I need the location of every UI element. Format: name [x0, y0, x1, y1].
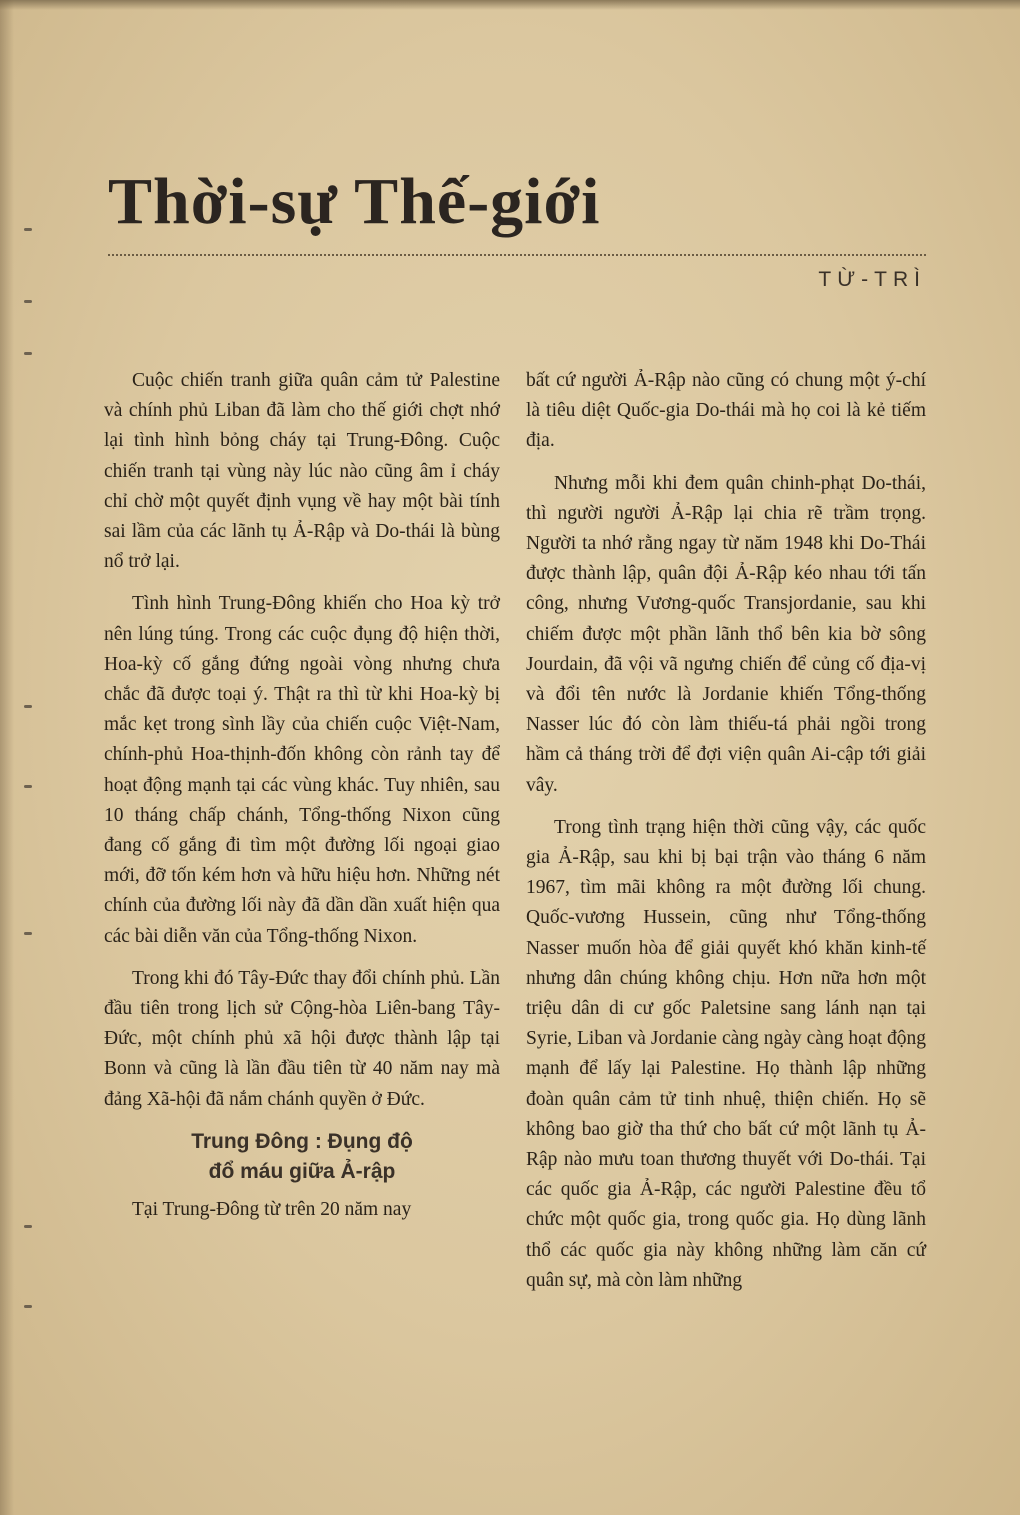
section-heading-line: Trung Đông : Đụng độ — [191, 1129, 413, 1153]
margin-mark — [24, 705, 32, 708]
margin-mark — [24, 1305, 32, 1308]
page-top-edge-shadow — [0, 0, 1020, 10]
paragraph: Tình hình Trung-Đông khiến cho Hoa kỳ trở nên lúng túng. Trong các cuộc đụng độ hiện thời, Hoa-kỳ cố gắng đứng ngoài vòng nhưng chưa chắc đã được toại ý. Thật ra thì từ khi Hoa-kỳ bị mắc kẹt trong sình lầy của chiến cuộc Việt-Nam, chính-phủ Hoa-thịnh-đốn không còn rảnh tay để hoạt động mạnh tại các vùng khác. Tuy nhiên, sau 10 tháng chấp chánh, Tổng-thống Nixon cũng đang cố gắng đi tìm một đường lối ngoại giao mới, đỡ tốn kém hơn và hữu hiệu hơn. Những nét chính của đường lối này đã dần dần xuất hiện qua các bài diễn văn của Tổng-thống Nixon. — [104, 593, 500, 947]
paragraph: Cuộc chiến tranh giữa quân cảm tử Palestine và chính phủ Liban đã làm cho thế giới chợt nhớ lại tình hình bỏng cháy tại Trung-Đông. Cuộc chiến tranh tại vùng này lúc nào cũng âm ỉ cháy chỉ chờ một quyết định vụng về hay một bài tính sai lầm của các lãnh tụ Ả-Rập và Do-thái là bùng nổ trở lại. — [104, 370, 500, 573]
margin-mark — [24, 1225, 32, 1228]
paragraph: bất cứ người Ả-Rập nào cũng có chung một ý-chí là tiêu diệt Quốc-gia Do-thái mà họ coi là kẻ tiếm địa. — [526, 370, 926, 452]
left-column — [104, 366, 500, 1237]
paragraph: Tại Trung-Đông từ trên 20 năm nay — [132, 1198, 412, 1220]
section-heading — [104, 1127, 500, 1187]
right-column — [526, 366, 926, 1308]
paragraph: Trong tình trạng hiện thời cũng vậy, các quốc gia Ả-Rập, sau khi bị bại trận vào tháng 6 năm 1967, tìm mãi không ra một đường lối chung. Quốc-vương Hussein, cũng như Tổng-thống Nasser muốn hòa để giải quyết khó khăn kinh-tế nhưng dân chúng không chịu. Hơn nữa hơn một triệu dân di cư gốc Paletsine sang lánh nạn tại Syrie, Liban và Jordanie càng ngày càng hoạt động mạnh để lấy lại Palestine. Họ thành lập những đoàn quân cảm tử tinh nhuệ, thiện chiến. Họ sẽ không bao giờ tha thứ cho bất cứ một lãnh tụ Ả-Rập nào mưu toan thương thuyết với Do-thái. Tại các quốc gia Ả-Rập, các người Palestine đều tổ chức một quốc gia, trong quốc gia. Họ dùng lãnh thổ các quốc gia này không những làm căn cứ quân sự, mà còn làm những — [526, 816, 926, 1291]
article-title: Thời-sự Thế-giới — [108, 165, 601, 238]
margin-mark — [24, 785, 32, 788]
margin-mark — [24, 352, 32, 355]
paragraph: Trong khi đó Tây-Đức thay đổi chính phủ. Lần đầu tiên trong lịch sử Cộng-hòa Liên-bang Tây-Đức, một chính phủ xã hội được thành lập tại Bonn và cũng là lần đầu tiên từ 40 năm nay mà đảng Xã-hội đã nắm chánh quyền ở Đức. — [104, 967, 500, 1110]
margin-mark — [24, 300, 32, 303]
page-left-edge-shadow — [0, 0, 14, 1515]
paragraph: Nhưng mỗi khi đem quân chinh-phạt Do-thái, thì người người Ả-Rập lại chia rẽ trầm trọng. Người ta nhớ rằng ngay từ năm 1948 khi Do-Thái được thành lập, quân đội Ả-Rập kéo nhau tới tấn công, nhưng Vương-quốc Transjordanie, sau khi chiếm được một phần lãnh thổ bên kia bờ sông Jourdain, đã vội vã ngưng chiến để củng cố địa-vị và đổi tên nước là Jordanie khiến Tổng-thống Nasser lúc đó còn làm thiếu-tá phải ngồi trong hầm cả tháng trời để đợi viện quân Ai-cập tới giải vây. — [526, 472, 926, 796]
section-heading-line: đổ máu giữa Ả-rập — [208, 1159, 396, 1183]
article-author: TỪ-TRÌ — [818, 268, 926, 291]
margin-mark — [24, 228, 32, 231]
margin-mark — [24, 932, 32, 935]
title-rule — [108, 254, 926, 256]
